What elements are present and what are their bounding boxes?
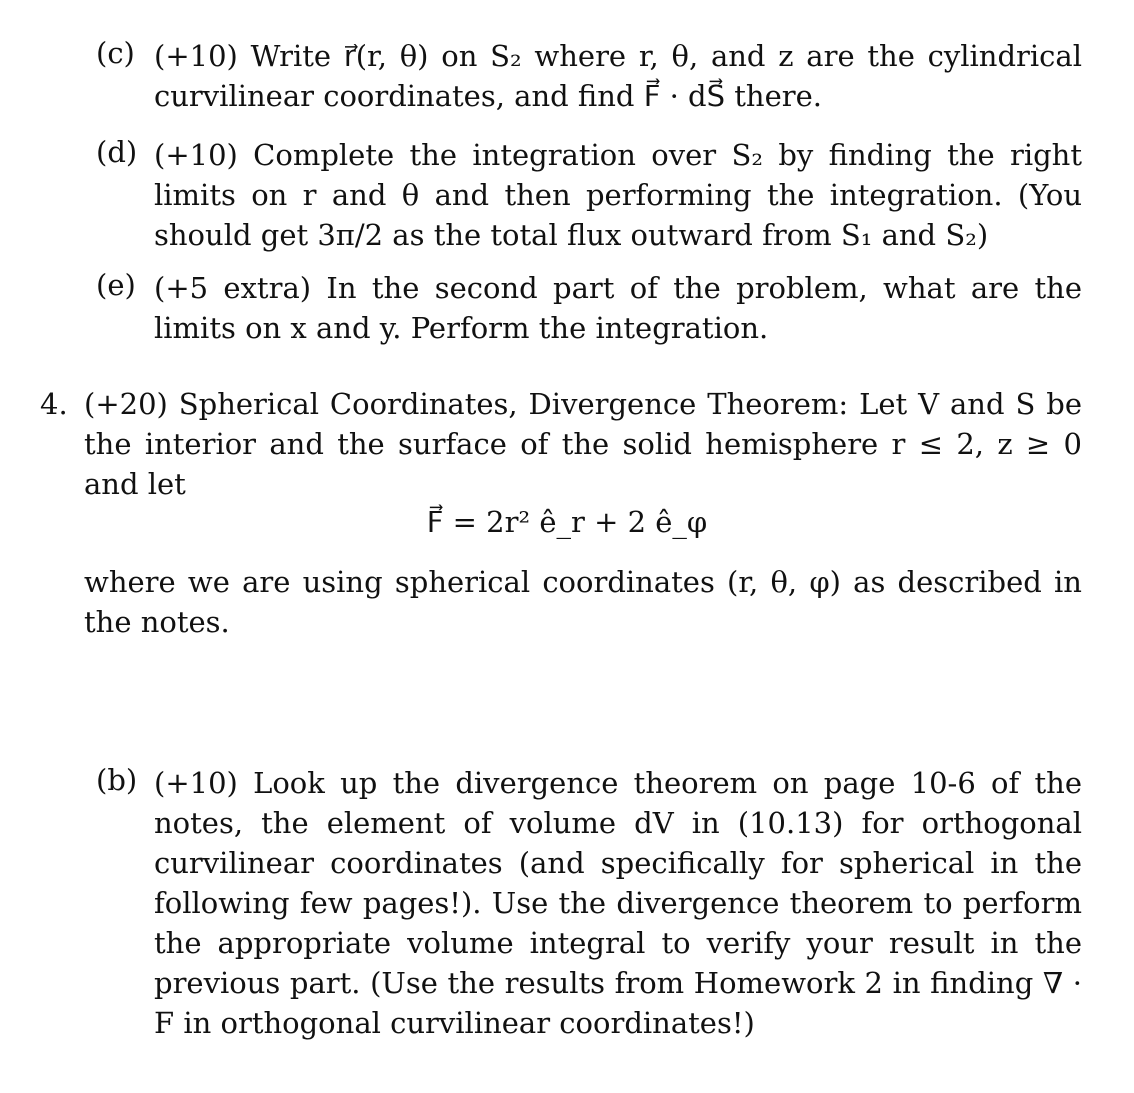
problem-number: 4.	[40, 387, 68, 421]
item-b-text: (+10) Look up the divergence theorem on page 10-6 of the notes, the element of volume dV in (10.13) for orthogonal curvilinear coordinates (and specifically for spherical in the following few pages!). Use the divergence theorem to perform the appropriate volume integral to verify your result in the previous part. (Use the results from Homework 2 in finding ∇ · F in orthogonal curvilinear coordinates!)	[154, 766, 1082, 1040]
item-c-text: (+10) Write r⃗(r, θ) on S₂ where r, θ, and z are the cylindrical curvilinear coordinates, and find F⃗ · dS⃗ there.	[154, 39, 1082, 113]
item-b-label: (b)	[96, 763, 138, 797]
item-e-text: (+5 extra) In the second part of the problem, what are the limits on x and y. Perform the integration.	[154, 271, 1082, 345]
problem-intro: (+20) Spherical Coordinates, Divergence Theorem: Let V and S be the interior and the surface of the solid hemisphere r ≤ 2, z ≥ 0 and let	[84, 387, 1082, 501]
field-equation: F⃗ = 2r² ê_r + 2 ê_φ	[426, 505, 708, 539]
item-d-text: (+10) Complete the integration over S₂ by finding the right limits on r and θ and then performing the integration. (You should get 3π/2 as the total flux outward from S₁ and S₂)	[154, 138, 1082, 252]
item-e-label: (e)	[96, 268, 136, 302]
problem-after-text: where we are using spherical coordinates (r, θ, φ) as described in the notes.	[84, 565, 1082, 639]
item-c-label: (c)	[96, 36, 135, 70]
item-d-label: (d)	[96, 135, 138, 169]
